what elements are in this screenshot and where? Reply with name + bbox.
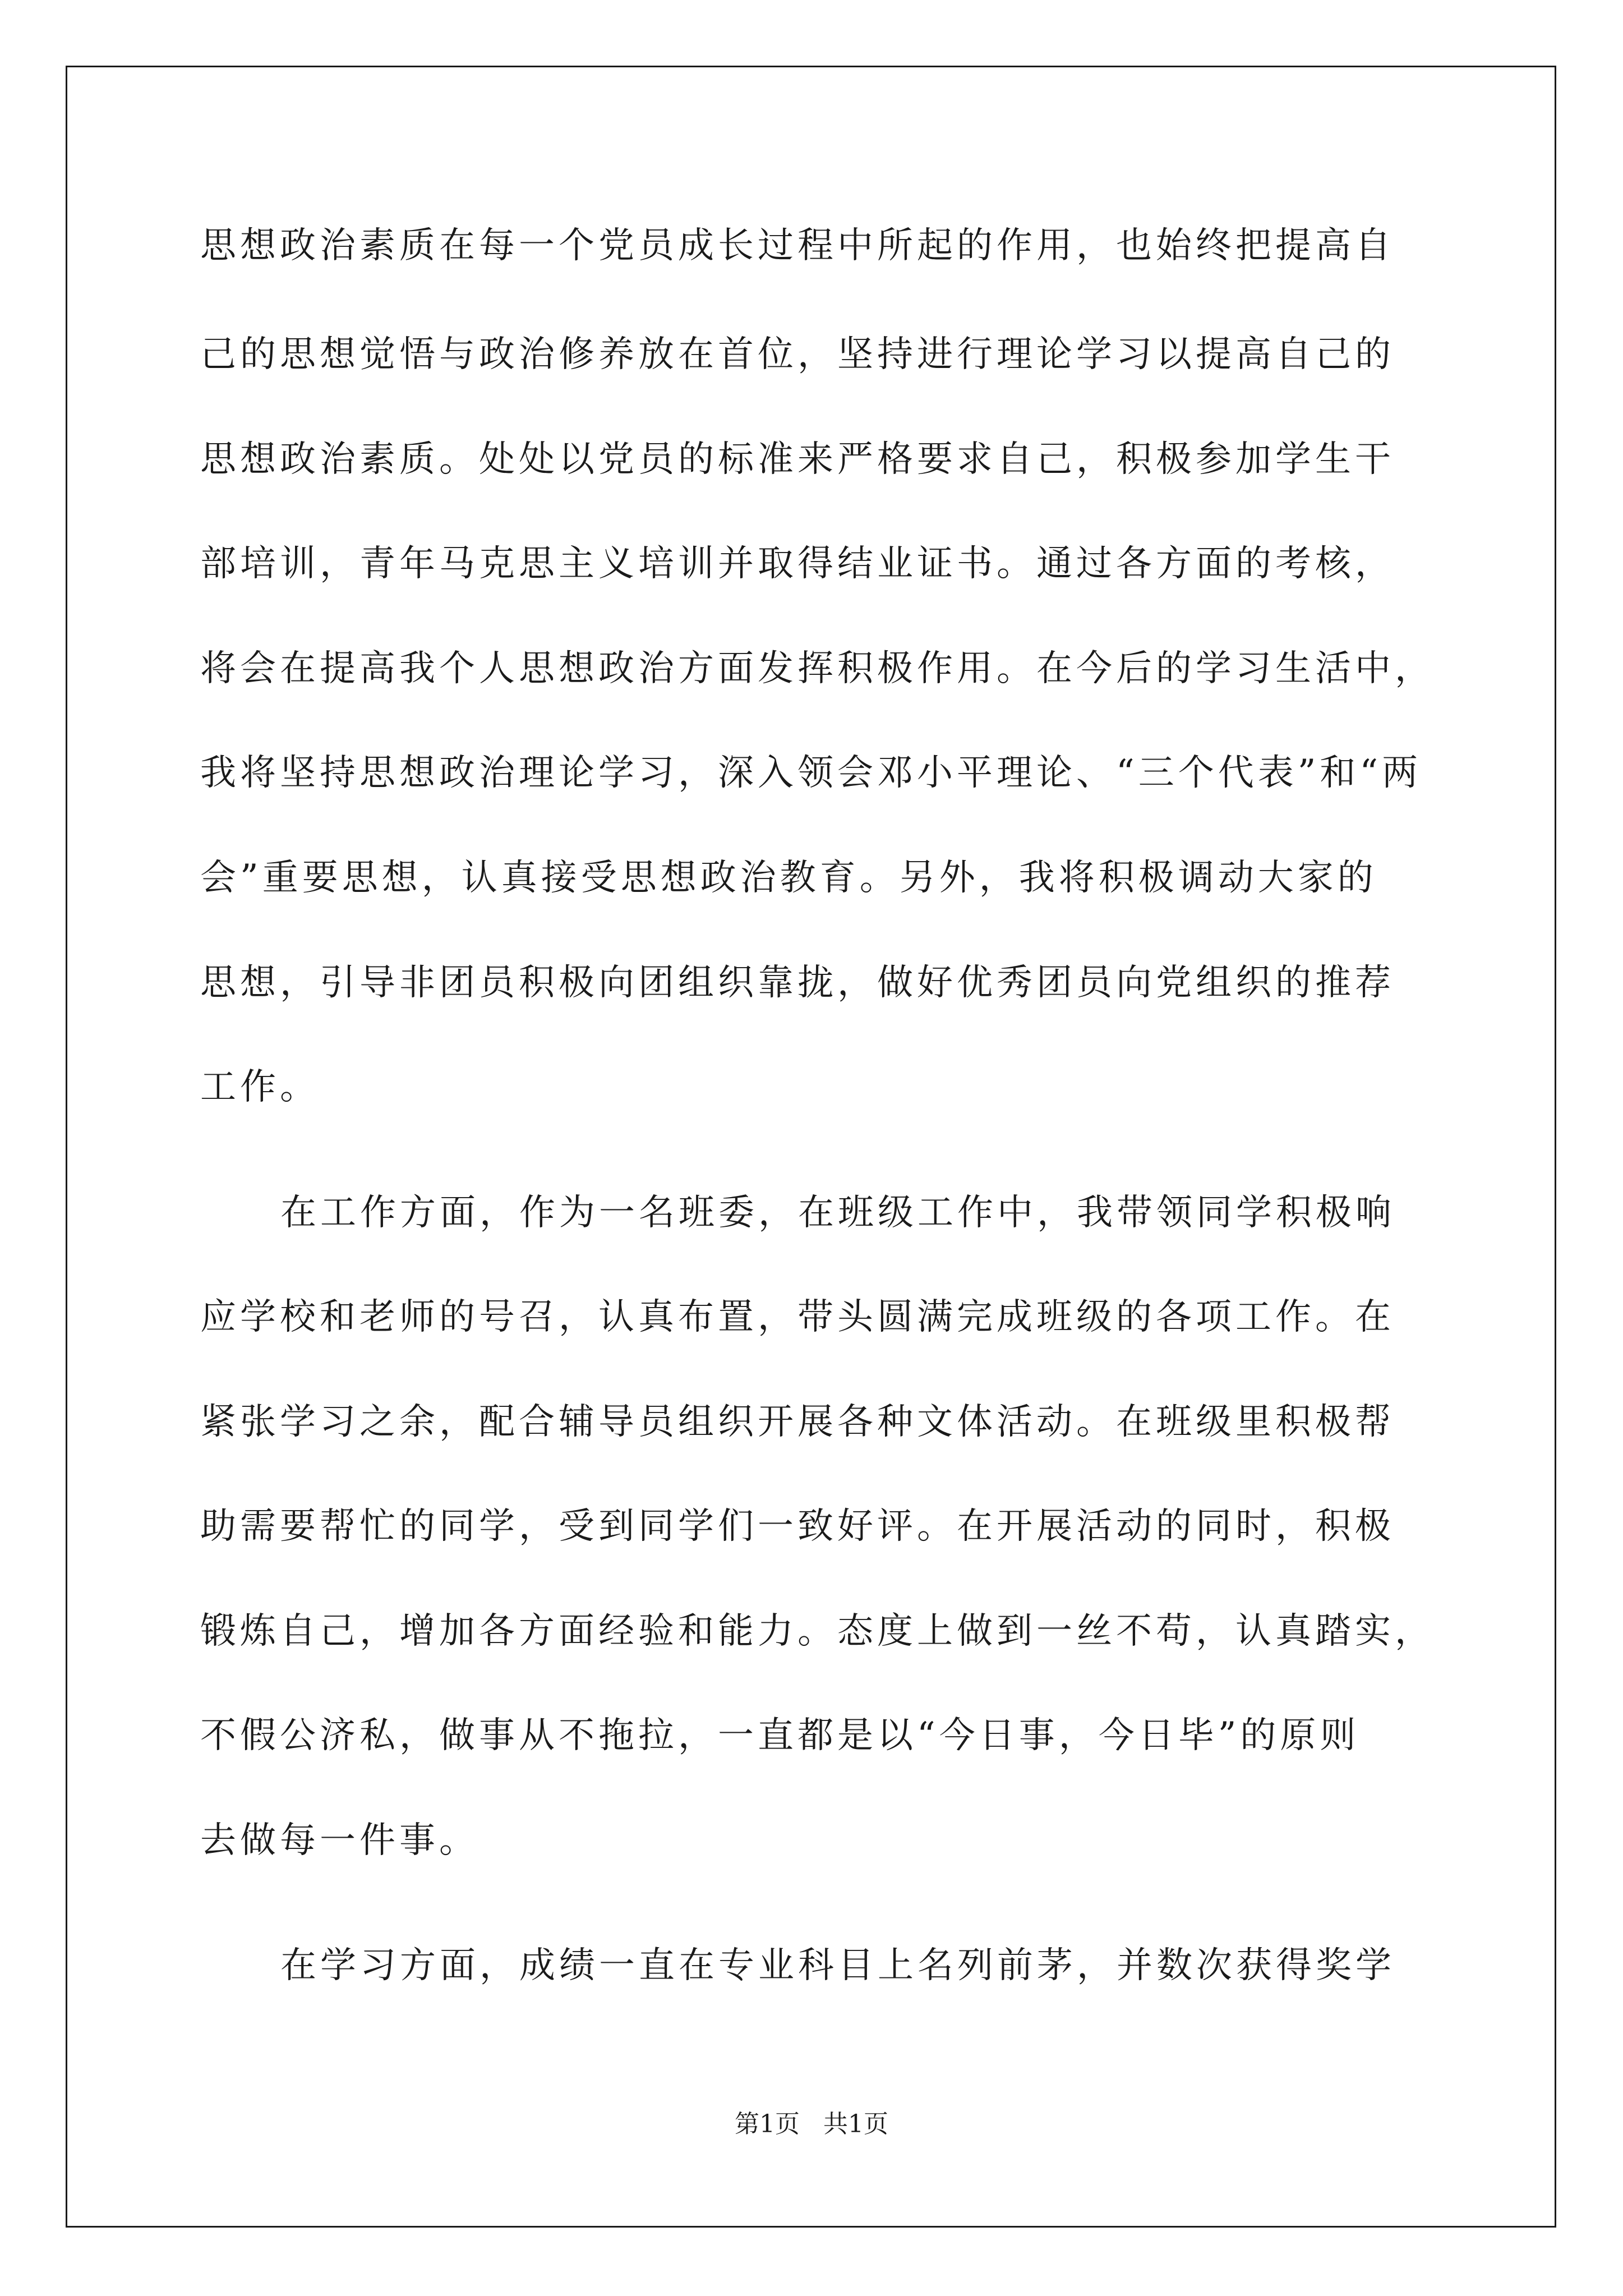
paragraph-line: 会”重要思想，认真接受思想政治教育。另外，我将积极调动大家的 bbox=[200, 857, 1377, 899]
paragraph-line: 锻炼自己，增加各方面经验和能力。态度上做到一丝不苟，认真踏实， bbox=[200, 1611, 1435, 1652]
paragraph-line: 在学习方面，成绩一直在专业科目上名列前茅，并数次获得奖学 bbox=[280, 1945, 1395, 1986]
paragraph-line: 在工作方面，作为一名班委，在班级工作中，我带领同学积极响 bbox=[280, 1192, 1395, 1234]
paragraph-line: 助需要帮忙的同学，受到同学们一致好评。在开展活动的同时，积极 bbox=[200, 1506, 1395, 1547]
paragraph-line: 部培训，青年马克思主义培训并取得结业证书。通过各方面的考核， bbox=[200, 543, 1395, 585]
paragraph-line: 思想政治素质在每一个党员成长过程中所起的作用，也始终把提高自 bbox=[200, 225, 1395, 266]
paragraph-line: 不假公济私，做事从不拖拉，一直都是以“今日事，今日毕”的原则 bbox=[200, 1715, 1360, 1756]
paragraph-line: 思想政治素质。处处以党员的标准来严格要求自己，积极参加学生干 bbox=[200, 439, 1395, 480]
paragraph-line: 思想，引导非团员积极向团组织靠拢，做好优秀团员向党组织的推荐 bbox=[200, 962, 1395, 1004]
paragraph-line: 我将坚持思想政治理论学习，深入领会邓小平理论、“三个代表”和“两 bbox=[200, 752, 1422, 794]
paragraph-line: 紧张学习之余，配合辅导员组织开展各种文体活动。在班级里积极帮 bbox=[200, 1401, 1395, 1443]
page-number-footer: 第1页 共1页 bbox=[735, 2110, 888, 2138]
paragraph-line: 将会在提高我个人思想政治方面发挥积极作用。在今后的学习生活中， bbox=[200, 648, 1435, 689]
paragraph-line: 去做每一件事。 bbox=[200, 1820, 479, 1861]
paragraph-line: 工作。 bbox=[200, 1066, 320, 1108]
page-border bbox=[66, 66, 1556, 2228]
paragraph-line: 应学校和老师的号召，认真布置，带头圆满完成班级的各项工作。在 bbox=[200, 1296, 1395, 1338]
paragraph-line: 己的思想觉悟与政治修养放在首位，坚持进行理论学习以提高自己的 bbox=[200, 334, 1395, 375]
